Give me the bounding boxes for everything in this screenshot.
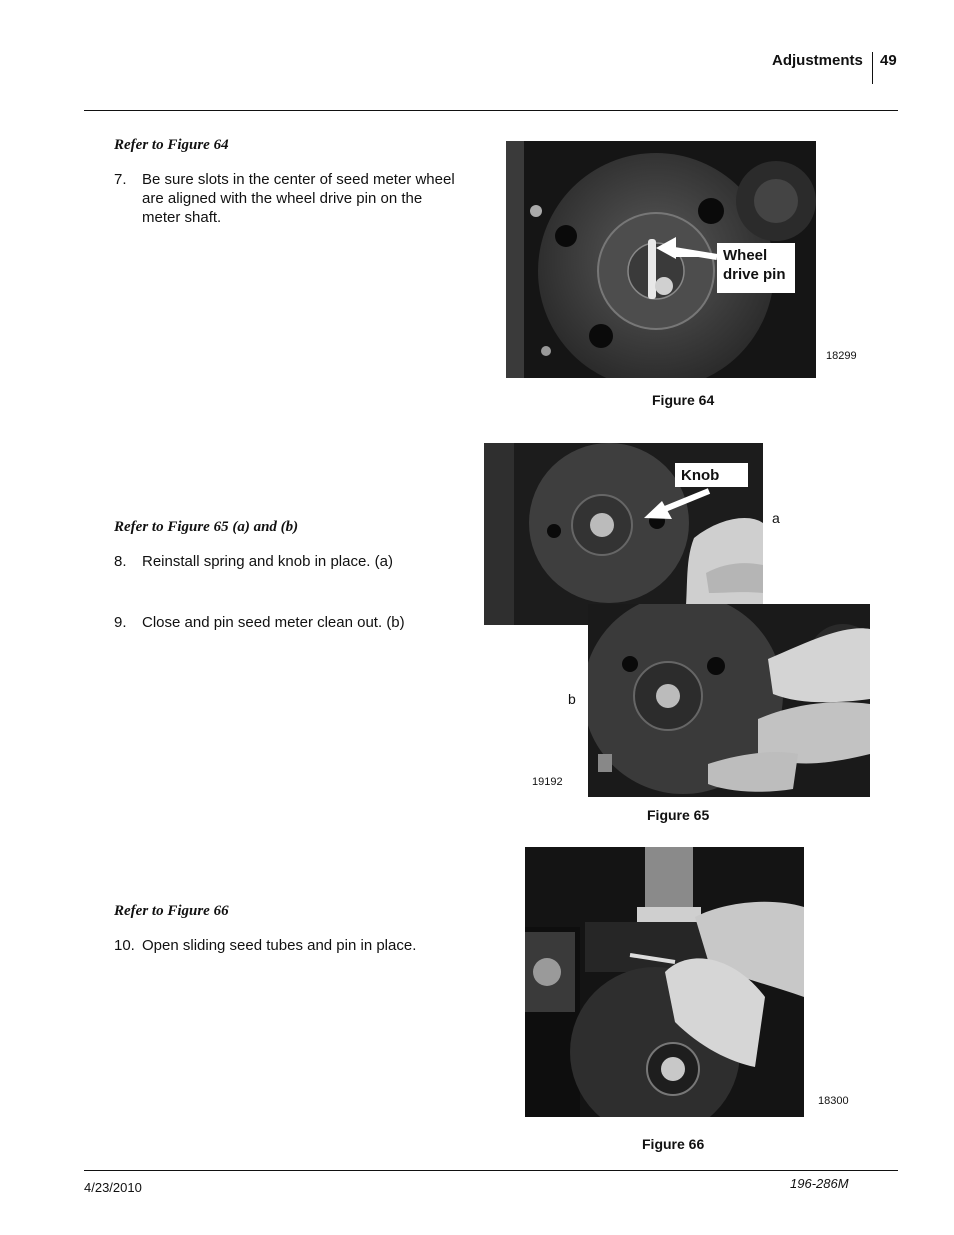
step-text: Close and pin seed meter clean out. (b) xyxy=(142,614,405,631)
page-number: 49 xyxy=(880,52,897,69)
figure-reference: Refer to Figure 66 xyxy=(114,903,229,919)
figure-66-code: 18300 xyxy=(818,1095,849,1107)
step-number: 8. xyxy=(114,553,127,570)
figure-64-caption: Figure 64 xyxy=(652,392,715,408)
figure-reference: Refer to Figure 64 xyxy=(114,137,229,153)
knob-callout: Knob xyxy=(675,463,748,487)
footer-rule xyxy=(84,1170,898,1171)
figure-66-photo xyxy=(525,847,804,1117)
header-section-title: Adjustments xyxy=(772,52,863,69)
step-9 xyxy=(114,613,464,633)
header-rule xyxy=(84,110,898,111)
header-divider xyxy=(872,52,873,84)
step-number: 7. xyxy=(114,171,127,188)
step-text: Reinstall spring and knob in place. (a) xyxy=(142,553,393,570)
step-10 xyxy=(114,936,464,956)
step-text: Open sliding seed tubes and pin in place. xyxy=(142,937,417,954)
step-number: 9. xyxy=(114,614,127,631)
footer-date: 4/23/2010 xyxy=(84,1180,142,1195)
label-b: b xyxy=(568,691,576,707)
wheel-drive-pin-callout: Wheel drive pin xyxy=(717,243,795,293)
step-8 xyxy=(114,552,464,572)
figure-65-code: 19192 xyxy=(532,776,563,788)
figure-65b-photo xyxy=(588,604,870,797)
step-text: Be sure slots in the center of seed meter wheel are aligned with the wheel drive pin on the meter shaft. xyxy=(142,171,455,226)
step-number: 10. xyxy=(114,937,135,954)
figure-66-caption: Figure 66 xyxy=(642,1136,705,1152)
figure-64-code: 18299 xyxy=(826,350,857,362)
label-a: a xyxy=(772,510,780,526)
step-7 xyxy=(114,170,464,230)
figure-reference: Refer to Figure 65 (a) and (b) xyxy=(114,519,299,535)
footer-doc-number: 196-286M xyxy=(790,1176,849,1191)
figure-65-caption: Figure 65 xyxy=(647,807,710,823)
